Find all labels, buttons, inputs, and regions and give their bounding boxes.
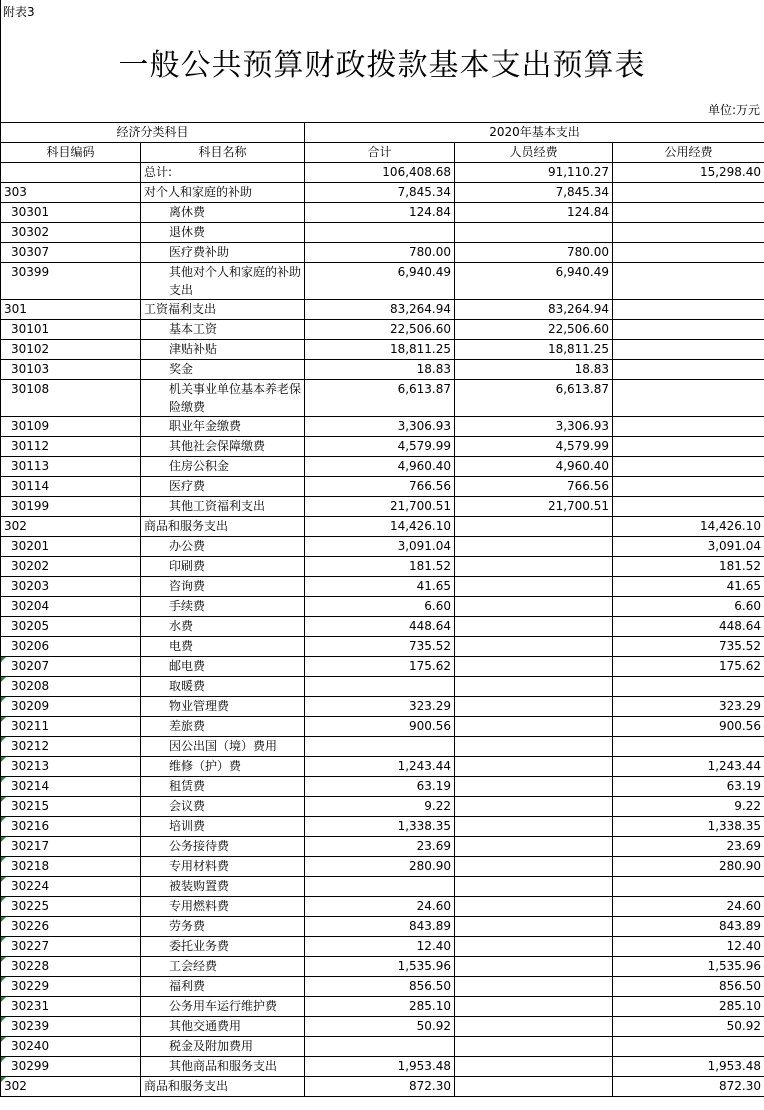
row-code: 30218 (1, 857, 141, 877)
row-personnel (455, 657, 613, 677)
row-total: 18,811.25 (305, 340, 455, 360)
row-total: 3,091.04 (305, 537, 455, 557)
row-code: 30206 (1, 637, 141, 657)
row-total: 3,306.93 (305, 417, 455, 437)
row-personnel: 4,960.40 (455, 457, 613, 477)
row-code: 30215 (1, 797, 141, 817)
row-name: 公务接待费 (141, 837, 305, 857)
row-name: 专用材料费 (141, 857, 305, 877)
table-row (1, 997, 764, 1017)
row-total: 4,579.99 (305, 437, 455, 457)
row-total: 735.52 (305, 637, 455, 657)
row-public (613, 737, 764, 757)
row-code: 30113 (1, 457, 141, 477)
row-name: 因公出国（境）费用 (141, 737, 305, 757)
row-public (613, 320, 764, 340)
row-code: 30202 (1, 557, 141, 577)
table-row (1, 203, 764, 223)
row-total: 856.50 (305, 977, 455, 997)
table-row (1, 557, 764, 577)
row-total (305, 877, 455, 897)
row-name: 福利费 (141, 977, 305, 997)
row-personnel (455, 937, 613, 957)
row-public (613, 360, 764, 380)
row-code: 30208 (1, 677, 141, 697)
row-total (305, 677, 455, 697)
row-name: 基本工资 (141, 320, 305, 340)
table-row (1, 917, 764, 937)
row-code: 30302 (1, 223, 141, 243)
row-code: 30203 (1, 577, 141, 597)
row-total: 24.60 (305, 897, 455, 917)
row-total: 41.65 (305, 577, 455, 597)
row-personnel (455, 677, 613, 697)
row-total: 6.60 (305, 597, 455, 617)
row-name: 机关事业单位基本养老保险缴费 (141, 380, 305, 417)
row-name: 电费 (141, 637, 305, 657)
row-code: 30109 (1, 417, 141, 437)
row-name: 租赁费 (141, 777, 305, 797)
table-row (1, 837, 764, 857)
row-name: 其他对个人和家庭的补助支出 (141, 263, 305, 300)
row-personnel: 18.83 (455, 360, 613, 380)
row-name: 医疗费 (141, 477, 305, 497)
table-row (1, 437, 764, 457)
row-personnel (455, 777, 613, 797)
row-name: 其他交通费用 (141, 1017, 305, 1037)
row-public: 24.60 (613, 897, 764, 917)
row-personnel: 780.00 (455, 243, 613, 263)
row-personnel (455, 537, 613, 557)
table-row (1, 857, 764, 877)
row-personnel (455, 1037, 613, 1057)
row-public: 6.60 (613, 597, 764, 617)
row-public: 3,091.04 (613, 537, 764, 557)
row-total (305, 223, 455, 243)
row-public: 175.62 (613, 657, 764, 677)
row-personnel: 6,940.49 (455, 263, 613, 300)
table-row (1, 977, 764, 997)
row-name: 住房公积金 (141, 457, 305, 477)
row-public (613, 417, 764, 437)
table-row (1, 243, 764, 263)
header-group-basic-expenditure: 2020年基本支出 (305, 123, 764, 143)
row-code: 30231 (1, 997, 141, 1017)
row-personnel (455, 857, 613, 877)
table-row (1, 937, 764, 957)
row-total (305, 1037, 455, 1057)
row-public (613, 1037, 764, 1057)
row-code: 30204 (1, 597, 141, 617)
row-name: 被装购置费 (141, 877, 305, 897)
row-name: 对个人和家庭的补助 (141, 183, 305, 203)
row-total: 181.52 (305, 557, 455, 577)
row-code: 30227 (1, 937, 141, 957)
row-public: 14,426.10 (613, 517, 764, 537)
row-personnel (455, 1077, 613, 1097)
row-name: 奖金 (141, 360, 305, 380)
row-personnel (455, 1057, 613, 1077)
row-public (613, 457, 764, 477)
row-name: 医疗费补助 (141, 243, 305, 263)
table-row (1, 360, 764, 380)
table-row (1, 957, 764, 977)
row-total: 1,338.35 (305, 817, 455, 837)
row-personnel (455, 737, 613, 757)
row-personnel (455, 1017, 613, 1037)
row-public: 843.89 (613, 917, 764, 937)
row-personnel (455, 517, 613, 537)
row-code: 30229 (1, 977, 141, 997)
row-code: 30213 (1, 757, 141, 777)
row-personnel (455, 717, 613, 737)
total-label: 总计: (141, 163, 305, 183)
table-row (1, 877, 764, 897)
row-name: 差旅费 (141, 717, 305, 737)
table-row (1, 380, 764, 417)
row-code: 30307 (1, 243, 141, 263)
row-total: 780.00 (305, 243, 455, 263)
row-code: 30217 (1, 837, 141, 857)
table-row (1, 637, 764, 657)
row-personnel (455, 877, 613, 897)
row-name: 其他商品和服务支出 (141, 1057, 305, 1077)
row-code: 30199 (1, 497, 141, 517)
row-public: 900.56 (613, 717, 764, 737)
row-total: 63.19 (305, 777, 455, 797)
row-name: 邮电费 (141, 657, 305, 677)
row-personnel (455, 837, 613, 857)
row-name: 工会经费 (141, 957, 305, 977)
row-public: 872.30 (613, 1077, 764, 1097)
row-name: 取暖费 (141, 677, 305, 697)
row-name: 劳务费 (141, 917, 305, 937)
row-total: 843.89 (305, 917, 455, 937)
row-code: 30114 (1, 477, 141, 497)
row-total: 14,426.10 (305, 517, 455, 537)
total-row (1, 163, 764, 183)
row-public: 50.92 (613, 1017, 764, 1037)
row-total: 872.30 (305, 1077, 455, 1097)
row-code: 30101 (1, 320, 141, 340)
table-row (1, 597, 764, 617)
row-name: 税金及附加费用 (141, 1037, 305, 1057)
table-row (1, 617, 764, 637)
row-personnel (455, 897, 613, 917)
total-public: 15,298.40 (613, 163, 764, 183)
row-public (613, 203, 764, 223)
header-code: 科目编码 (1, 143, 141, 163)
row-public (613, 497, 764, 517)
row-name: 水费 (141, 617, 305, 637)
row-total: 448.64 (305, 617, 455, 637)
row-name: 培训费 (141, 817, 305, 837)
row-name: 其他工资福利支出 (141, 497, 305, 517)
row-personnel: 4,579.99 (455, 437, 613, 457)
row-public: 41.65 (613, 577, 764, 597)
row-name: 委托业务费 (141, 937, 305, 957)
header-total: 合计 (305, 143, 455, 163)
row-code: 30228 (1, 957, 141, 977)
row-name: 退休费 (141, 223, 305, 243)
row-public: 448.64 (613, 617, 764, 637)
header-public: 公用经费 (613, 143, 764, 163)
row-total: 323.29 (305, 697, 455, 717)
table-row (1, 537, 764, 557)
row-name: 手续费 (141, 597, 305, 617)
table-row (1, 320, 764, 340)
row-code: 302 (1, 517, 141, 537)
row-name: 工资福利支出 (141, 300, 305, 320)
row-code: 30299 (1, 1057, 141, 1077)
row-name: 商品和服务支出 (141, 1077, 305, 1097)
row-public: 1,535.96 (613, 957, 764, 977)
row-public: 1,243.44 (613, 757, 764, 777)
row-code: 301 (1, 300, 141, 320)
row-total: 50.92 (305, 1017, 455, 1037)
table-row (1, 697, 764, 717)
table-row (1, 477, 764, 497)
table-row (1, 717, 764, 737)
header-personnel: 人员经费 (455, 143, 613, 163)
row-total: 1,953.48 (305, 1057, 455, 1077)
row-public: 12.40 (613, 937, 764, 957)
row-personnel (455, 757, 613, 777)
row-total: 124.84 (305, 203, 455, 223)
row-personnel (455, 697, 613, 717)
table-row (1, 183, 764, 203)
row-total: 280.90 (305, 857, 455, 877)
row-public: 1,338.35 (613, 817, 764, 837)
row-public (613, 437, 764, 457)
row-personnel (455, 637, 613, 657)
row-code: 30301 (1, 203, 141, 223)
row-total: 766.56 (305, 477, 455, 497)
row-public (613, 877, 764, 897)
row-code: 30209 (1, 697, 141, 717)
row-code: 30226 (1, 917, 141, 937)
row-total: 21,700.51 (305, 497, 455, 517)
row-total: 12.40 (305, 937, 455, 957)
table-row (1, 1037, 764, 1057)
row-total: 7,845.34 (305, 183, 455, 203)
total-code (1, 163, 141, 183)
row-personnel (455, 977, 613, 997)
row-personnel: 3,306.93 (455, 417, 613, 437)
table-row (1, 497, 764, 517)
row-total: 1,535.96 (305, 957, 455, 977)
row-code: 30112 (1, 437, 141, 457)
table-row (1, 1057, 764, 1077)
row-personnel: 766.56 (455, 477, 613, 497)
row-name: 维修（护）费 (141, 757, 305, 777)
total-personnel: 91,110.27 (455, 163, 613, 183)
total-total: 106,408.68 (305, 163, 455, 183)
row-code: 30239 (1, 1017, 141, 1037)
table-row (1, 797, 764, 817)
row-total: 9.22 (305, 797, 455, 817)
row-code: 30102 (1, 340, 141, 360)
budget-table (0, 122, 764, 1097)
table-row (1, 677, 764, 697)
row-public: 181.52 (613, 557, 764, 577)
row-personnel (455, 557, 613, 577)
row-code: 30212 (1, 737, 141, 757)
row-code: 30399 (1, 263, 141, 300)
row-total: 6,940.49 (305, 263, 455, 300)
row-total: 18.83 (305, 360, 455, 380)
row-public (613, 223, 764, 243)
row-personnel: 18,811.25 (455, 340, 613, 360)
row-code: 30205 (1, 617, 141, 637)
table-row (1, 223, 764, 243)
row-personnel (455, 997, 613, 1017)
row-personnel (455, 577, 613, 597)
row-public: 9.22 (613, 797, 764, 817)
row-personnel (455, 223, 613, 243)
row-code: 30108 (1, 380, 141, 417)
row-public: 323.29 (613, 697, 764, 717)
row-personnel (455, 817, 613, 837)
table-row (1, 517, 764, 537)
row-total (305, 737, 455, 757)
row-total: 900.56 (305, 717, 455, 737)
row-personnel (455, 617, 613, 637)
row-name: 会议费 (141, 797, 305, 817)
row-total: 22,506.60 (305, 320, 455, 340)
table-row (1, 777, 764, 797)
row-code: 30201 (1, 537, 141, 557)
row-name: 津贴补贴 (141, 340, 305, 360)
row-personnel: 83,264.94 (455, 300, 613, 320)
header-name: 科目名称 (141, 143, 305, 163)
row-code: 30207 (1, 657, 141, 677)
table-row (1, 340, 764, 360)
table-row (1, 757, 764, 777)
table-row (1, 577, 764, 597)
row-public (613, 340, 764, 360)
row-public (613, 677, 764, 697)
table-row (1, 300, 764, 320)
row-total: 6,613.87 (305, 380, 455, 417)
row-personnel (455, 797, 613, 817)
row-name: 办公费 (141, 537, 305, 557)
row-name: 公务用车运行维护费 (141, 997, 305, 1017)
row-personnel (455, 957, 613, 977)
row-public (613, 183, 764, 203)
table-row (1, 1017, 764, 1037)
row-name: 离休费 (141, 203, 305, 223)
row-code: 30211 (1, 717, 141, 737)
row-code: 30216 (1, 817, 141, 837)
page-title: 一般公共预算财政拨款基本支出预算表 (118, 48, 646, 83)
row-personnel: 21,700.51 (455, 497, 613, 517)
row-personnel: 22,506.60 (455, 320, 613, 340)
table-row (1, 1077, 764, 1097)
unit-label: 单位:万元 (707, 103, 760, 117)
row-total: 1,243.44 (305, 757, 455, 777)
row-code: 303 (1, 183, 141, 203)
row-public: 856.50 (613, 977, 764, 997)
row-public (613, 243, 764, 263)
row-name: 印刷费 (141, 557, 305, 577)
row-public (613, 477, 764, 497)
row-public (613, 263, 764, 300)
table-row (1, 457, 764, 477)
table-row (1, 263, 764, 300)
row-personnel: 6,613.87 (455, 380, 613, 417)
row-public: 735.52 (613, 637, 764, 657)
row-total: 4,960.40 (305, 457, 455, 477)
row-total: 23.69 (305, 837, 455, 857)
row-personnel: 124.84 (455, 203, 613, 223)
row-public: 23.69 (613, 837, 764, 857)
row-public: 63.19 (613, 777, 764, 797)
row-code: 30224 (1, 877, 141, 897)
row-code: 30225 (1, 897, 141, 917)
row-code: 302 (1, 1077, 141, 1097)
row-total: 175.62 (305, 657, 455, 677)
table-row (1, 737, 764, 757)
row-name: 职业年金缴费 (141, 417, 305, 437)
row-total: 285.10 (305, 997, 455, 1017)
row-public: 280.90 (613, 857, 764, 877)
row-code: 30240 (1, 1037, 141, 1057)
row-public: 285.10 (613, 997, 764, 1017)
sheet-label: 附表3 (3, 5, 35, 19)
row-name: 其他社会保障缴费 (141, 437, 305, 457)
table-row (1, 897, 764, 917)
row-code: 30103 (1, 360, 141, 380)
row-total: 83,264.94 (305, 300, 455, 320)
row-public (613, 380, 764, 417)
row-personnel: 7,845.34 (455, 183, 613, 203)
row-personnel (455, 597, 613, 617)
row-personnel (455, 917, 613, 937)
row-name: 咨询费 (141, 577, 305, 597)
table-row (1, 657, 764, 677)
row-code: 30214 (1, 777, 141, 797)
table-row (1, 417, 764, 437)
row-public (613, 300, 764, 320)
row-public: 1,953.48 (613, 1057, 764, 1077)
row-name: 专用燃料费 (141, 897, 305, 917)
table-row (1, 817, 764, 837)
header-group-economic: 经济分类科目 (1, 123, 305, 143)
row-name: 商品和服务支出 (141, 517, 305, 537)
row-name: 物业管理费 (141, 697, 305, 717)
